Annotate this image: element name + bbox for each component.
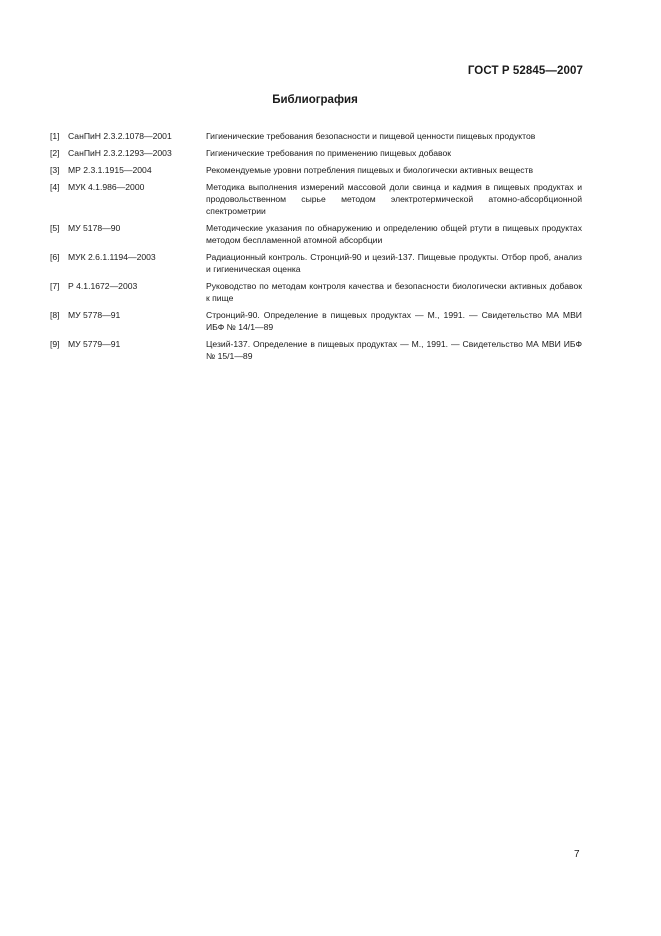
entry-code: МУ 5178—90 bbox=[68, 223, 121, 233]
entry-code: МУК 4.1.986—2000 bbox=[68, 182, 145, 192]
entry-number: [8] bbox=[50, 310, 60, 320]
bibliography-entry bbox=[50, 130, 582, 142]
entry-number: [2] bbox=[50, 148, 60, 158]
entry-number: [3] bbox=[50, 165, 60, 175]
bibliography-entry bbox=[50, 222, 582, 246]
entry-description: Методика выполнения измерений массовой доли свинца и кадмия в пищевых продуктах и продовольственном сырье методом электротермической атомно-абсорбционной спектрометрии bbox=[206, 182, 582, 216]
entry-number: [6] bbox=[50, 252, 60, 262]
entry-code: МУ 5779—91 bbox=[68, 339, 121, 349]
bibliography-entry bbox=[50, 280, 582, 304]
entry-description: Гигиенические требования по применению пищевых добавок bbox=[206, 148, 452, 158]
entry-number: [9] bbox=[50, 339, 60, 349]
entry-code: СанПиН 2.3.2.1078—2001 bbox=[68, 131, 172, 141]
bibliography-entry bbox=[50, 338, 582, 362]
entry-description: Рекомендуемые уровни потребления пищевых и биологически активных веществ bbox=[206, 165, 534, 175]
bibliography-entry bbox=[50, 147, 582, 159]
section-title: Библиография bbox=[272, 94, 358, 106]
entry-description: Цезий-137. Определение в пищевых продуктах — М., 1991. — Свидетельство МА МВИ ИБФ № 15/1—89 bbox=[206, 339, 582, 361]
bibliography-entry bbox=[50, 251, 582, 275]
entry-code: МУ 5778—91 bbox=[68, 310, 121, 320]
page-number: 7 bbox=[574, 849, 580, 860]
entry-description: Методические указания по обнаружению и определению общей ртути в пищевых продуктах методом беспламенной атомной абсорбции bbox=[206, 223, 582, 245]
entry-code: Р 4.1.1672—2003 bbox=[68, 281, 138, 291]
entry-number: [4] bbox=[50, 182, 60, 192]
bibliography-list bbox=[50, 130, 582, 367]
entry-code: МУК 2.6.1.1194—2003 bbox=[68, 252, 156, 262]
entry-number: [1] bbox=[50, 131, 60, 141]
bibliography-entry bbox=[50, 309, 582, 333]
entry-code: СанПиН 2.3.2.1293—2003 bbox=[68, 148, 172, 158]
entry-number: [7] bbox=[50, 281, 60, 291]
entry-code: МР 2.3.1.1915—2004 bbox=[68, 165, 152, 175]
entry-description: Гигиенические требования безопасности и пищевой ценности пищевых продуктов bbox=[206, 131, 536, 141]
bibliography-entry bbox=[50, 181, 582, 217]
entry-description: Стронций-90. Определение в пищевых продуктах — М., 1991. — Свидетельство МА МВИ ИБФ № 14/1—89 bbox=[206, 310, 582, 332]
document-code: ГОСТ Р 52845—2007 bbox=[467, 65, 583, 77]
entry-description: Руководство по методам контроля качества и безопасности биологически активных добавок к пище bbox=[206, 281, 582, 303]
entry-description: Радиационный контроль. Стронций-90 и цезий-137. Пищевые продукты. Отбор проб, анализ и гигиеническая оценка bbox=[206, 252, 582, 274]
entry-number: [5] bbox=[50, 223, 60, 233]
bibliography-entry bbox=[50, 164, 582, 176]
